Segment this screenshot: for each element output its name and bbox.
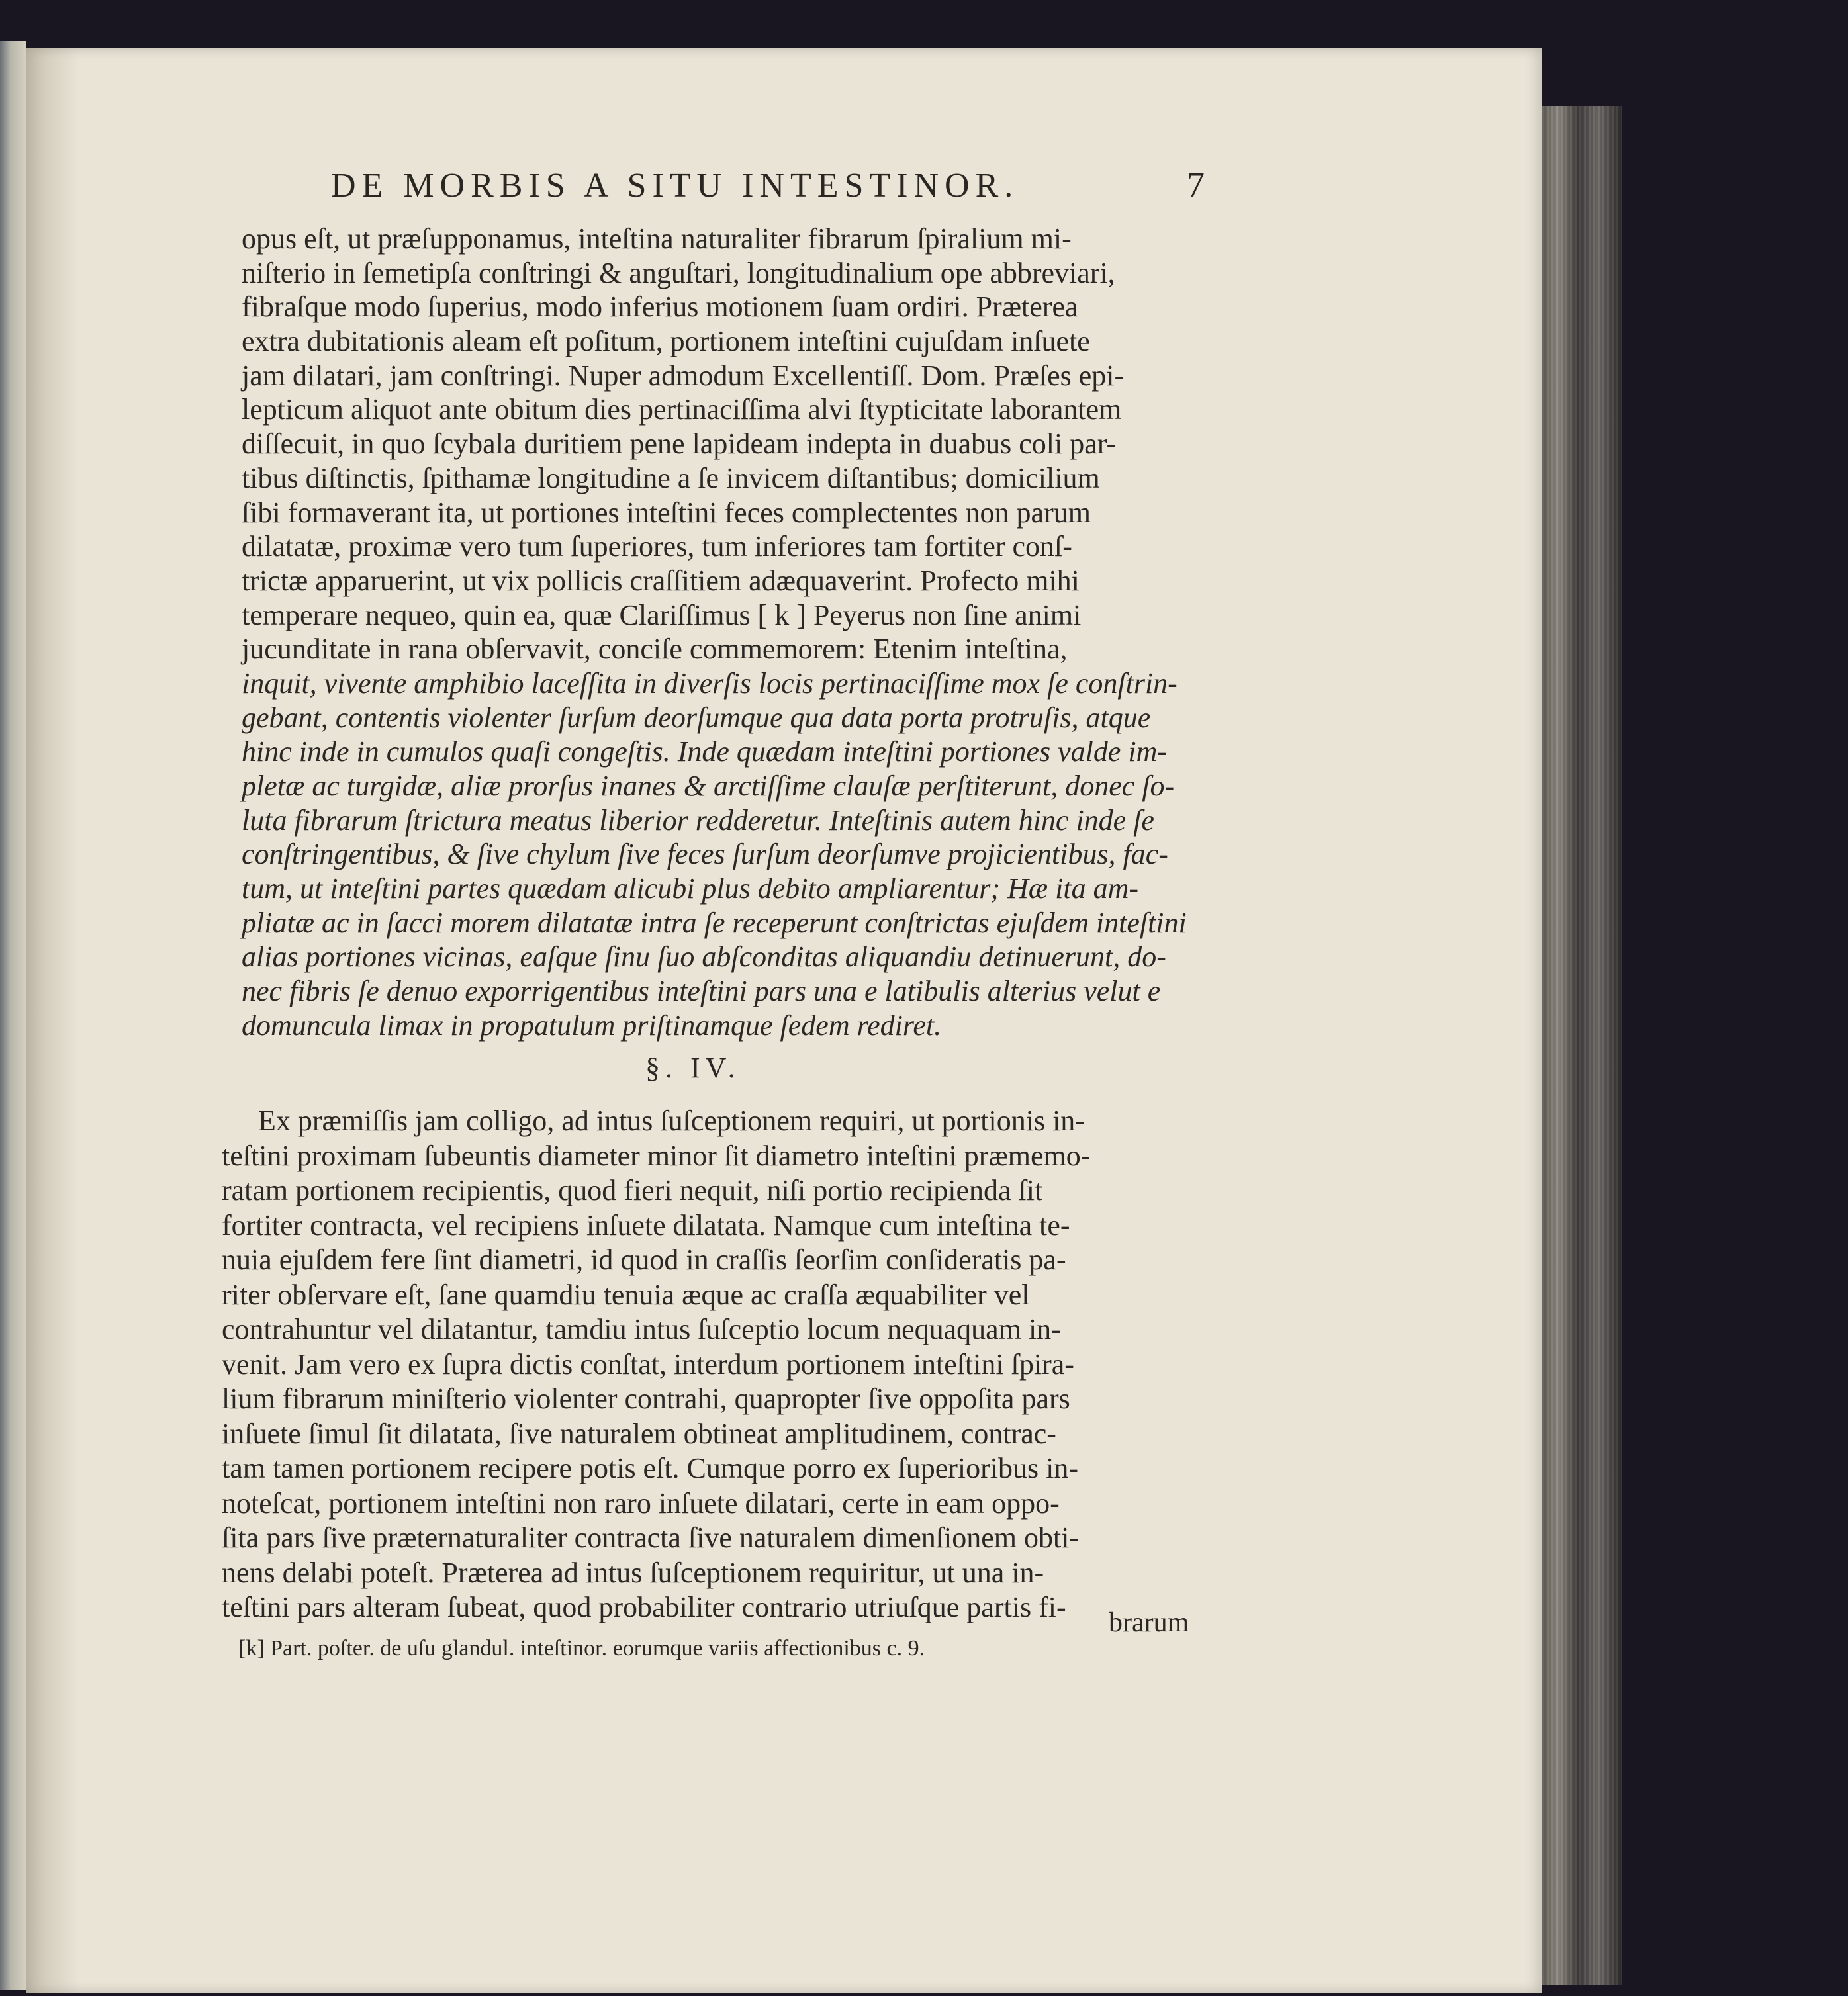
text-line: tibus diſtinctis, ſpithamæ longitudine a ſe invicem diſtantibus; domicilium xyxy=(242,461,1100,494)
text-line: extra dubitationis aleam eſt poſitum, portionem inteſtini cujuſdam inſuete xyxy=(242,325,1090,358)
paragraph-1 xyxy=(242,222,1200,1043)
quote-line: hinc inde in cumulos quaſi congeſtis. Inde quædam inteſtini portiones valde im- xyxy=(242,735,1168,768)
page-header xyxy=(331,164,1205,210)
text-line: inſuete ſimul ſit dilatata, ſive naturalem obtineat amplitudinem, contrac- xyxy=(222,1417,1056,1450)
left-page-edge xyxy=(0,41,26,1990)
text-line: trictæ apparuerint, ut vix pollicis craſſitiem adæquaverint. Profecto mihi xyxy=(242,564,1080,597)
text-line: fortiter contracta, vel recipiens inſuete dilatata. Namque cum inteſtina te- xyxy=(222,1208,1070,1242)
quote-line: tum, ut inteſtini partes quædam alicubi plus debito ampliarentur; Hæ ita am- xyxy=(242,872,1138,905)
quote-line: luta fibrarum ſtrictura meatus liberior redderetur. Inteſtinis autem hinc inde ſe xyxy=(242,803,1154,837)
text-line: lium fibrarum miniſterio violenter contrahi, quapropter ſive oppoſita pars xyxy=(222,1383,1070,1415)
text-line: nuia ejuſdem fere ſint diametri, id quod in craſſis ſeorſim conſideratis pa- xyxy=(222,1244,1066,1276)
text-line: fibraſque modo ſuperius, modo inferius motionem ſuam ordiri. Præterea xyxy=(242,291,1078,324)
catchword: brarum xyxy=(1109,1608,1189,1638)
quote-line: alias portiones vicinas, eaſque ſinu ſuo abſconditas aliquandiu detinuerunt, do- xyxy=(242,940,1166,974)
page-number: 7 xyxy=(1187,165,1205,204)
text-line: diſſecuit, in quo ſcybala duritiem pene lapideam indepta in duabus coli par- xyxy=(242,428,1117,461)
quote-line: conſtringentibus, & ſive chylum ſive feces ſurſum deorſumve projicientibus, fac- xyxy=(242,838,1168,871)
running-head: DE MORBIS A SITU INTESTINOR. xyxy=(331,167,1019,204)
text-line: temperare nequeo, quin ea, quæ Clariſſimus [ k ] Peyerus non ſine animi xyxy=(242,598,1082,631)
quote-line: pliatæ ac in ſacci morem dilatatæ intra ſe receperunt conſtrictas ejuſdem inteſtini xyxy=(242,906,1187,939)
quote-line: nec fibris ſe denuo exporrigentibus inteſtini pars una e latibulis alterius velut e xyxy=(242,975,1161,1008)
text-line: contrahuntur vel dilatantur, tamdiu intus ſuſceptio locum nequaquam in- xyxy=(222,1313,1061,1345)
paragraph-2 xyxy=(222,1104,1181,1625)
quote-line: gebant, contentis violenter ſurſum deorſumque qua data porta protruſis, atque xyxy=(242,701,1151,734)
text-line: noteſcat, portionem inteſtini non raro inſuete dilatari, certe in eam oppo- xyxy=(222,1486,1060,1520)
text-line: riter obſervare eſt, ſane quamdiu tenuia æque ac craſſa æquabiliter vel xyxy=(222,1278,1030,1311)
text-line: opus eſt, ut præſupponamus, inteſtina naturaliter fibrarum ſpiralium mi- xyxy=(242,222,1072,255)
text-line: niſterio in ſemetipſa conſtringi & anguſtari, longitudinalium ope abbreviari, xyxy=(242,256,1115,289)
text-line: venit. Jam vero ex ſupra dictis conſtat, interdum portionem inteſtini ſpira- xyxy=(222,1347,1074,1381)
text-line: ratam portionem recipientis, quod fieri nequit, niſi portio recipienda ſit xyxy=(222,1174,1043,1206)
text-line: nens delabi poteſt. Præterea ad intus ſuſceptionem requiritur, ut una in- xyxy=(222,1556,1044,1589)
text-line: lepticum aliquot ante obitum dies pertinaciſſima alvi ſtypticitate laborantem xyxy=(242,393,1122,426)
quote-line: inquit, vivente amphibio laceſſita in diverſis locis pertinaciſſime mox ſe conſtrin- xyxy=(242,666,1178,700)
book-edge-pages xyxy=(1542,106,1622,1985)
text-line: ſita pars ſive præternaturaliter contracta ſive naturalem dimenſionem obti- xyxy=(222,1521,1080,1554)
section-heading: §. IV. xyxy=(645,1052,741,1084)
text-line: jucunditate in rana obſervavit, conciſe commemorem: Etenim inteſtina, xyxy=(242,633,1068,666)
text-line: teſtini proximam ſubeuntis diameter minor ſit diametro inteſtini præmemo- xyxy=(222,1139,1091,1172)
spine-shadow xyxy=(26,48,79,1993)
text-line: Ex præmiſſis jam colligo, ad intus ſuſceptionem requiri, ut portionis in- xyxy=(258,1105,1085,1137)
text-line: teſtini pars alteram ſubeat, quod probabiliter contrario utriuſque partis fi- xyxy=(222,1591,1066,1623)
quote-line: pletæ ac turgidæ, aliæ prorſus inanes & arctiſſime clauſæ perſtiterunt, donec ſo- xyxy=(242,770,1175,802)
footnote: [k] Part. poſter. de uſu glandul. inteſtinor. eorumque variis affectionibus c. 9. xyxy=(238,1636,925,1660)
quote-line: domuncula limax in propatulum priſtinamque ſedem rediret. xyxy=(242,1009,942,1042)
text-line: tam tamen portionem recipere potis eſt. Cumque porro ex ſuperioribus in- xyxy=(222,1452,1078,1484)
text-line: dilatatæ, proximæ vero tum ſuperiores, tum inferiores tam fortiter conſ- xyxy=(242,530,1072,563)
text-line: jam dilatari, jam conſtringi. Nuper admodum Excellentiſſ. Dom. Præſes epi- xyxy=(242,359,1125,392)
text-line: ſibi formaverant ita, ut portiones inteſtini feces complectentes non parum xyxy=(242,496,1091,529)
